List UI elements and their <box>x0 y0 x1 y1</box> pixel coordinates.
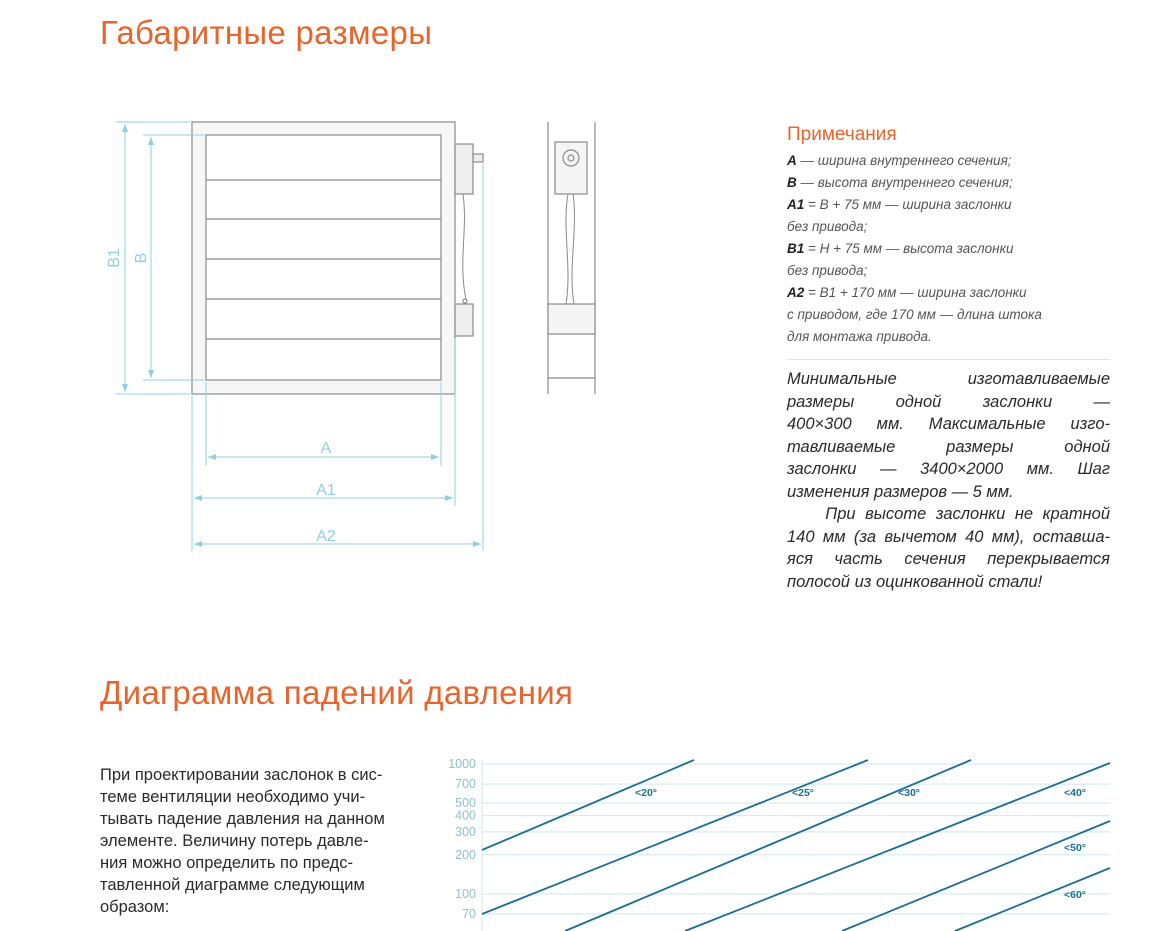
series-line <box>565 760 971 931</box>
size-limits-line: изменения размеров — 5 мм. <box>787 482 1014 501</box>
inner-frame <box>206 135 441 380</box>
section-title-diagram: Диаграмма падений давления <box>100 674 574 711</box>
intro-line: образом: <box>100 898 170 916</box>
y-tick-label: 300 <box>455 824 476 839</box>
intro-line: При проектировании заслонок в сис- <box>100 766 383 784</box>
y-tick-label: 200 <box>455 847 476 862</box>
note-key: B1 <box>787 241 805 256</box>
size-limits-line: заслонки — 3400×2000 мм. Шаг <box>787 460 1110 478</box>
size-limits-line: 140 мм (за вычетом 40 мм), оставша- <box>787 527 1110 546</box>
note-text: с приводом, где 170 мм — длина штока <box>787 307 1042 322</box>
note-key: A2 <box>787 285 805 300</box>
note-text: — высота внутреннего сечения; <box>796 175 1013 190</box>
intro-line: ния можно определить по предс- <box>100 854 354 872</box>
intro-line: элементе. Величину потерь давле- <box>100 832 369 850</box>
note-text: без привода; <box>787 219 868 234</box>
y-tick-label: 500 <box>455 796 476 811</box>
series-line <box>482 760 694 850</box>
note-key: B <box>787 175 797 190</box>
series-label: <50° <box>1064 842 1087 854</box>
series-label: <20° <box>635 787 658 799</box>
y-tick-label: 100 <box>455 886 476 901</box>
notes-list <box>787 150 1117 348</box>
note-line <box>787 194 1117 216</box>
intro-line: тывать падение давления на данном <box>100 810 385 828</box>
note-text: = H + 75 мм — высота заслонки <box>804 241 1014 256</box>
note-text: — ширина внутреннего сечения; <box>796 153 1012 168</box>
note-line <box>787 260 1117 282</box>
dim-label-a2: A2 <box>316 528 336 545</box>
series-label: <40° <box>1064 787 1087 799</box>
notes-divider <box>787 359 1110 360</box>
dim-label-a: A <box>320 440 332 457</box>
notes-block <box>787 124 1117 348</box>
dim-label-b1: B1 <box>106 248 123 268</box>
note-key: A <box>787 153 797 168</box>
y-tick-label: 700 <box>455 777 476 792</box>
intro-line: теме вентиляции необходимо учи- <box>100 788 366 806</box>
series-line <box>955 868 1110 931</box>
intro-line: тавленной диаграмме следующим <box>100 876 365 894</box>
note-line <box>787 326 1117 348</box>
note-line <box>787 216 1117 238</box>
section-title-dimensions: Габаритные размеры <box>100 14 433 51</box>
y-tick-label: 70 <box>462 907 476 921</box>
damper-side-view <box>540 118 620 408</box>
size-limits-line: размеры одной заслонки — <box>787 392 1110 411</box>
size-limits-line: 400×300 мм. Максимальные изго- <box>787 415 1110 433</box>
size-limits-line: полосой из оцинкованной стали! <box>787 572 1043 591</box>
size-limits-line: тавливаемые размеры одной <box>787 437 1110 456</box>
note-text: = B1 + 170 мм — ширина заслонки <box>804 285 1027 300</box>
series-label: <30° <box>898 787 921 799</box>
damper-front-view <box>0 0 500 560</box>
size-limits-line: Минимальные изготавливаемые <box>787 370 1110 388</box>
y-tick-label: 400 <box>455 808 476 823</box>
note-line <box>787 150 1117 172</box>
actuator-top <box>455 144 473 194</box>
dim-label-a1: A1 <box>316 482 336 499</box>
diagram-intro-text <box>100 764 430 918</box>
actuator-bottom <box>455 304 473 336</box>
note-line <box>787 304 1117 326</box>
pressure-drop-chart <box>440 756 1160 931</box>
note-line <box>787 282 1117 304</box>
note-line <box>787 172 1117 194</box>
size-limits-line: яся часть сечения перекрывается <box>787 550 1110 568</box>
size-limits-line: При высоте заслонки не кратной <box>787 505 1110 523</box>
note-text: = B + 75 мм — ширина заслонки <box>804 197 1012 212</box>
y-tick-label: 1000 <box>448 757 476 771</box>
size-limits-text <box>787 368 1110 593</box>
dim-label-b: B <box>133 252 150 264</box>
note-line <box>787 238 1117 260</box>
notes-title: Примечания <box>787 124 897 145</box>
note-text: без привода; <box>787 263 868 278</box>
series-label: <60° <box>1064 889 1087 901</box>
note-text: для монтажа привода. <box>787 329 932 344</box>
series-line <box>482 760 868 914</box>
note-key: A1 <box>787 197 805 212</box>
series-label: <25° <box>792 787 815 799</box>
